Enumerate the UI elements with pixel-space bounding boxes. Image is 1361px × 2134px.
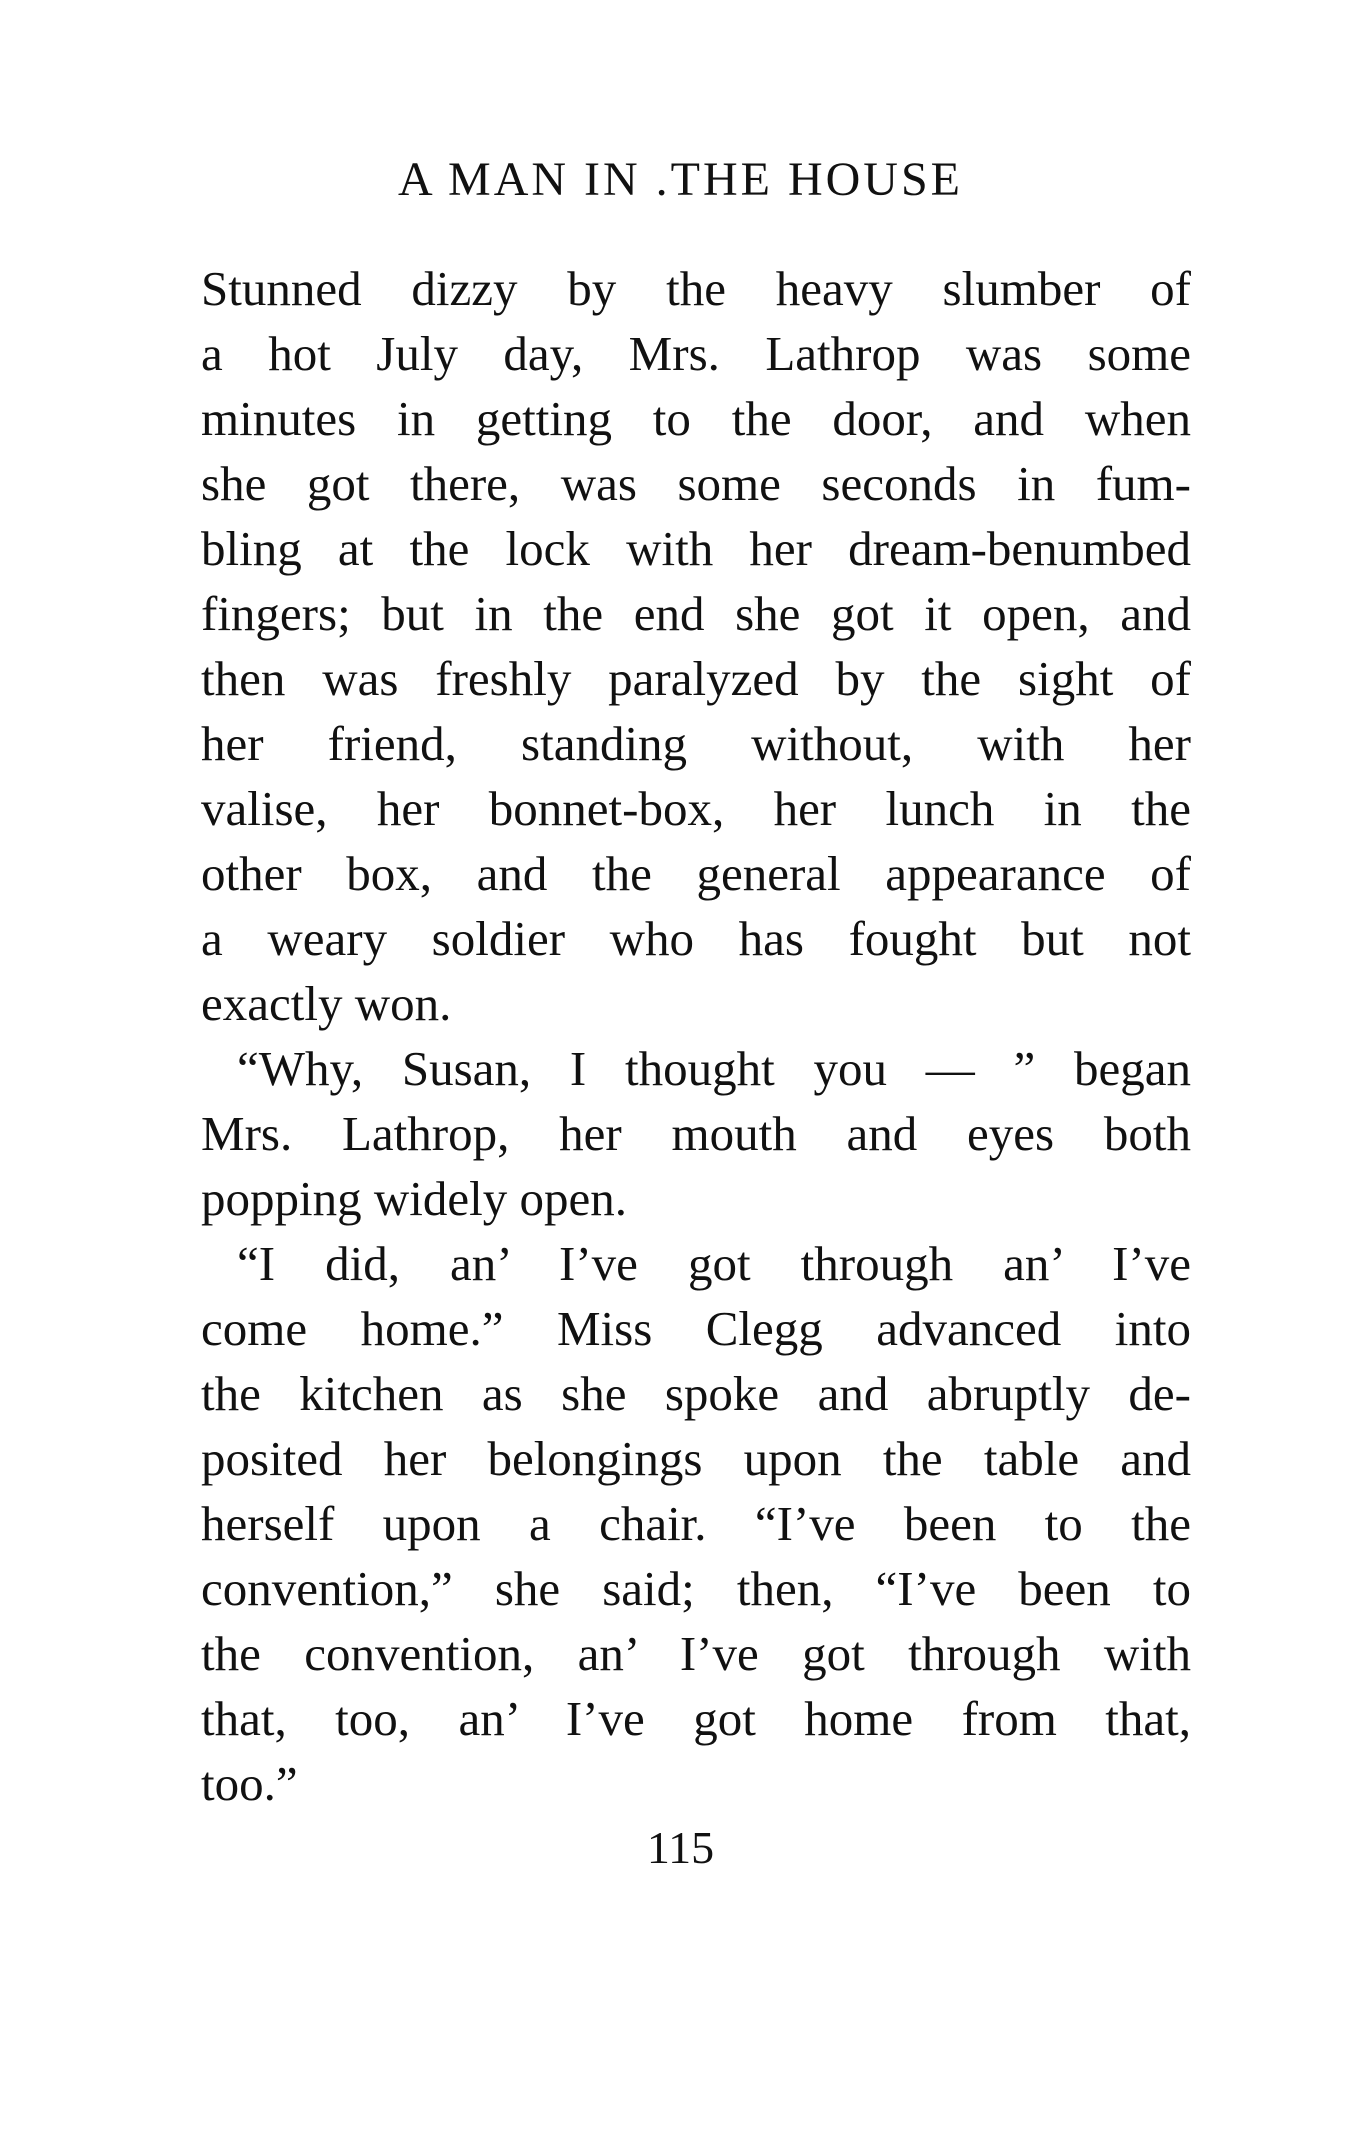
text-line: then was freshly paralyzed by the sight of xyxy=(201,651,1191,706)
text-line: a weary soldier who has fought but not xyxy=(201,911,1191,966)
text-line: “Why, Susan, I thought you — ” began xyxy=(237,1041,1191,1096)
text-line: the convention, an’ I’ve got through with xyxy=(201,1626,1191,1681)
text-line: popping widely open. xyxy=(201,1171,627,1226)
text-line: posited her belongings upon the table and xyxy=(201,1431,1191,1486)
text-line: she got there, was some seconds in fum- xyxy=(201,456,1191,511)
text-line: fingers; but in the end she got it open, and xyxy=(201,586,1191,641)
text-line: Stunned dizzy by the heavy slumber of xyxy=(201,261,1191,316)
text-line: a hot July day, Mrs. Lathrop was some xyxy=(201,326,1191,381)
text-line: bling at the lock with her dream-benumbed xyxy=(201,521,1191,576)
text-line: that, too, an’ I’ve got home from that, xyxy=(201,1691,1191,1746)
body-text xyxy=(201,256,1191,1816)
text-line: other box, and the general appearance of xyxy=(201,846,1191,901)
text-line: valise, her bonnet-box, her lunch in the xyxy=(201,781,1191,836)
text-line: exactly won. xyxy=(201,976,452,1031)
text-line: minutes in getting to the door, and when xyxy=(201,391,1191,446)
text-line: come home.” Miss Clegg advanced into xyxy=(201,1301,1191,1356)
running-head: A MAN IN .THE HOUSE xyxy=(398,153,963,206)
page-number: 115 xyxy=(646,1822,715,1873)
text-line: convention,” she said; then, “I’ve been to xyxy=(201,1561,1191,1616)
text-line: the kitchen as she spoke and abruptly de- xyxy=(201,1366,1191,1421)
text-line: “I did, an’ I’ve got through an’ I’ve xyxy=(237,1236,1191,1291)
text-line: too.” xyxy=(201,1756,298,1811)
text-line: Mrs. Lathrop, her mouth and eyes both xyxy=(201,1106,1191,1161)
text-line: herself upon a chair. “I’ve been to the xyxy=(201,1496,1191,1551)
text-line: her friend, standing without, with her xyxy=(201,716,1191,771)
